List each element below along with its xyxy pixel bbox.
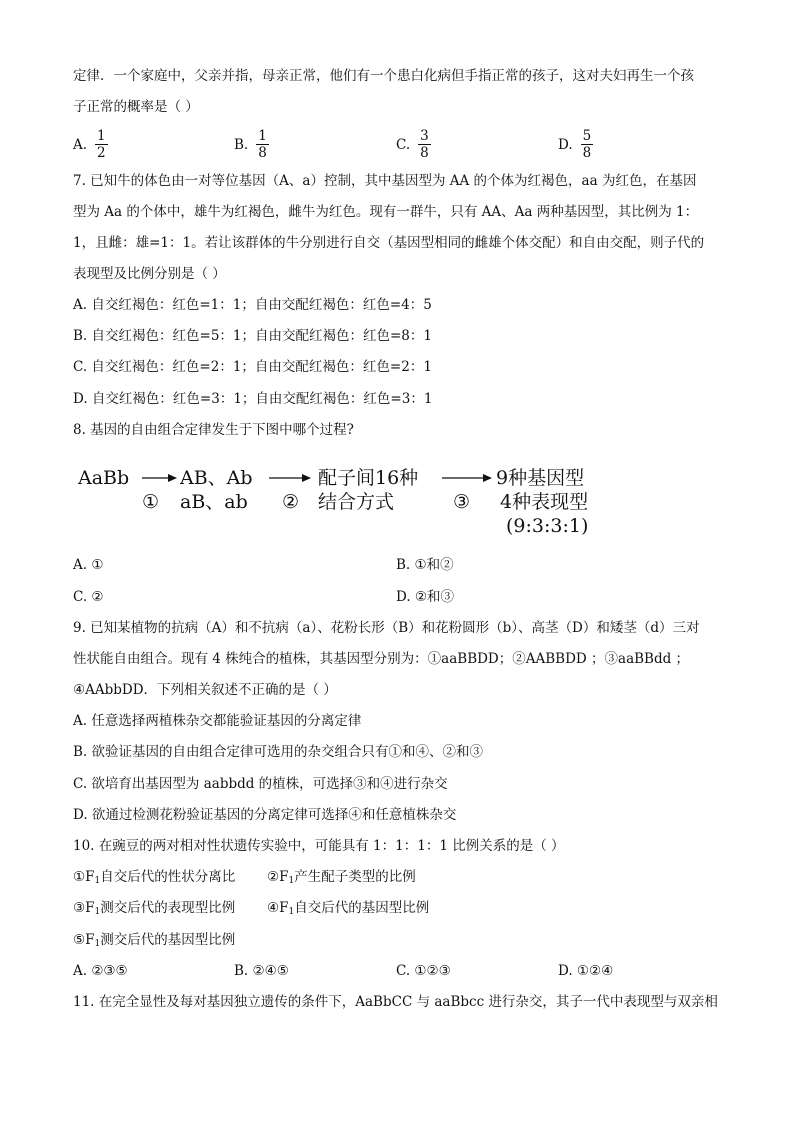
diagram-end-line3: (9:3:3:1) bbox=[506, 515, 589, 537]
q7-stem-line4: 表现型及比例分别是（ ） bbox=[73, 266, 226, 282]
q6-option-c[interactable] bbox=[396, 128, 431, 161]
q6-stem-line2: 子正常的概率是（ ） bbox=[73, 99, 199, 115]
arrow-1-head bbox=[168, 474, 177, 482]
q6-option-b[interactable] bbox=[234, 128, 269, 161]
q9-option-d[interactable]: D. 欲通过检测花粉验证基因的分离定律可选择④和任意植株杂交 bbox=[73, 807, 457, 823]
q10-item-4 bbox=[267, 898, 429, 922]
q7-stem-line1: 7. 已知牛的体色由一对等位基因（A、a）控制，其中基因型为 AA 的个体为红褐色，aa 为红色，在基因 bbox=[73, 173, 697, 189]
q7-option-a[interactable]: A. 自交红褐色：红色=1：1；自由交配红褐色：红色=4：5 bbox=[73, 297, 432, 313]
q9-option-a[interactable]: A. 任意选择两植株杂交都能验证基因的分离定律 bbox=[73, 713, 362, 729]
q6-option-a[interactable] bbox=[73, 128, 108, 161]
q8-option-d[interactable]: D. ②和③ bbox=[396, 589, 455, 605]
fraction bbox=[581, 128, 594, 161]
q9-stem-line3: ④AAbbDD．下列相关叙述不正确的是（ ） bbox=[73, 682, 337, 698]
subscript: 1 bbox=[94, 876, 101, 886]
q9-stem-line1: 9. 已知某植物的抗病（A）和不抗病（a）、花粉长形（B）和花粉圆形（b）、高茎（D）和矮茎（d）三对 bbox=[73, 620, 700, 636]
numerator: 1 bbox=[97, 128, 106, 144]
q9-stem-line2: 性状能自由组合。现有 4 株纯合的植株，其基因型分别为：①aaBBDD；②AABBDD ；③aaBBdd ； bbox=[73, 651, 690, 667]
item-text: 测交后代的基因型比例 bbox=[100, 932, 236, 948]
denominator: 8 bbox=[582, 145, 592, 161]
q7-option-d[interactable]: D. 自交红褐色：红色=3：1；自由交配红褐色：红色=3：1 bbox=[73, 391, 433, 407]
q10-option-b[interactable]: B. ②④⑤ bbox=[234, 963, 289, 979]
fraction bbox=[95, 128, 108, 161]
q8-option-b[interactable]: B. ①和② bbox=[396, 557, 454, 573]
item-text: 测交后代的表现型比例 bbox=[100, 900, 236, 916]
q11-stem-line1: 11. 在完全显性及每对基因独立遗传的条件下，AaBbCC 与 aaBbcc 进行杂交，其子一代中表现型与双亲相 bbox=[73, 994, 718, 1010]
q10-item-3 bbox=[73, 898, 235, 922]
numerator: 3 bbox=[420, 128, 429, 144]
q10-option-a[interactable]: A. ②③⑤ bbox=[73, 963, 128, 979]
diagram-gametes-line1: AB、Ab bbox=[180, 467, 253, 489]
arrow-3-head bbox=[483, 474, 492, 482]
diagram-step-3: ③ bbox=[453, 491, 471, 513]
q10-item-5 bbox=[73, 930, 235, 954]
subscript: 1 bbox=[288, 876, 295, 886]
diagram-middle-line1: 配子间16种 bbox=[318, 467, 419, 489]
q7-stem-line3: 1，且雌：雄=1：1。若让该群体的牛分别进行自交（基因型相同的雌雄个体交配）和自由交配，则子代的 bbox=[73, 235, 705, 251]
diagram-middle-line2: 结合方式 bbox=[318, 491, 395, 513]
q7-option-c[interactable]: C. 自交红褐色：红色=2：1；自由交配红褐色：红色=2：1 bbox=[73, 359, 432, 375]
subscript: 1 bbox=[94, 907, 101, 917]
diagram-step-1: ① bbox=[142, 491, 160, 513]
subscript: 1 bbox=[94, 939, 101, 949]
q10-item-2 bbox=[267, 867, 416, 891]
item-text: 自交后代的性状分离比 bbox=[100, 869, 236, 885]
numerator: 1 bbox=[258, 128, 267, 144]
q10-item-1 bbox=[73, 867, 235, 891]
diagram-start-genotype: AaBb bbox=[78, 467, 130, 489]
item-prefix: ②F bbox=[267, 869, 289, 885]
q8-option-c[interactable]: C. ② bbox=[73, 589, 104, 605]
item-prefix: ③F bbox=[73, 900, 95, 916]
option-label: B. bbox=[234, 136, 249, 153]
q8-option-a[interactable]: A. ① bbox=[73, 557, 104, 573]
denominator: 8 bbox=[258, 145, 267, 161]
diagram-end-line2: 4种表现型 bbox=[500, 491, 589, 513]
option-label: D. bbox=[558, 136, 573, 153]
option-label: C. bbox=[396, 136, 411, 153]
diagram-end-line1: 9种基因型 bbox=[496, 467, 585, 489]
item-prefix: ⑤F bbox=[73, 932, 95, 948]
q7-stem-line2: 型为 Aa 的个体中，雄牛为红褐色，雌牛为红色。现有一群牛，只有 AA、Aa 两种基因型，其比例为 1： bbox=[73, 204, 699, 220]
fraction bbox=[256, 128, 269, 161]
denominator: 2 bbox=[97, 145, 106, 161]
q8-stem: 8. 基因的自由组合定律发生于下图中哪个过程? bbox=[73, 422, 354, 438]
option-label: A. bbox=[73, 136, 88, 153]
item-prefix: ④F bbox=[267, 900, 289, 916]
q9-option-b[interactable]: B. 欲验证基因的自由组合定律可选用的杂交组合只有①和④、②和③ bbox=[73, 744, 484, 760]
q10-option-c[interactable]: C. ①②③ bbox=[396, 963, 451, 979]
item-prefix: ①F bbox=[73, 869, 95, 885]
numerator: 5 bbox=[582, 128, 592, 144]
q6-stem-line1: 定律．一个家庭中，父亲并指，母亲正常，他们有一个患白化病但手指正常的孩子，这对夫妇再生一个孩 bbox=[73, 68, 694, 84]
subscript: 1 bbox=[288, 907, 295, 917]
q10-stem: 10. 在豌豆的两对相对性状遗传实验中，可能具有 1：1：1：1 比例关系的是（ ） bbox=[73, 838, 565, 854]
diagram-step-2: ② bbox=[282, 491, 300, 513]
inheritance-flow-diagram bbox=[78, 460, 638, 540]
q6-option-d[interactable] bbox=[558, 128, 593, 161]
item-text: 产生配子类型的比例 bbox=[294, 869, 416, 885]
fraction bbox=[418, 128, 431, 161]
diagram-gametes-line2: aB、ab bbox=[180, 491, 248, 513]
q9-option-c[interactable]: C. 欲培育出基因型为 aabbdd 的植株，可选择③和④进行杂交 bbox=[73, 776, 448, 792]
q10-option-d[interactable]: D. ①②④ bbox=[558, 963, 614, 979]
arrow-2-head bbox=[302, 474, 311, 482]
item-text: 自交后代的基因型比例 bbox=[294, 900, 430, 916]
denominator: 8 bbox=[420, 145, 429, 161]
q7-option-b[interactable]: B. 自交红褐色：红色=5：1；自由交配红褐色：红色=8：1 bbox=[73, 328, 432, 344]
